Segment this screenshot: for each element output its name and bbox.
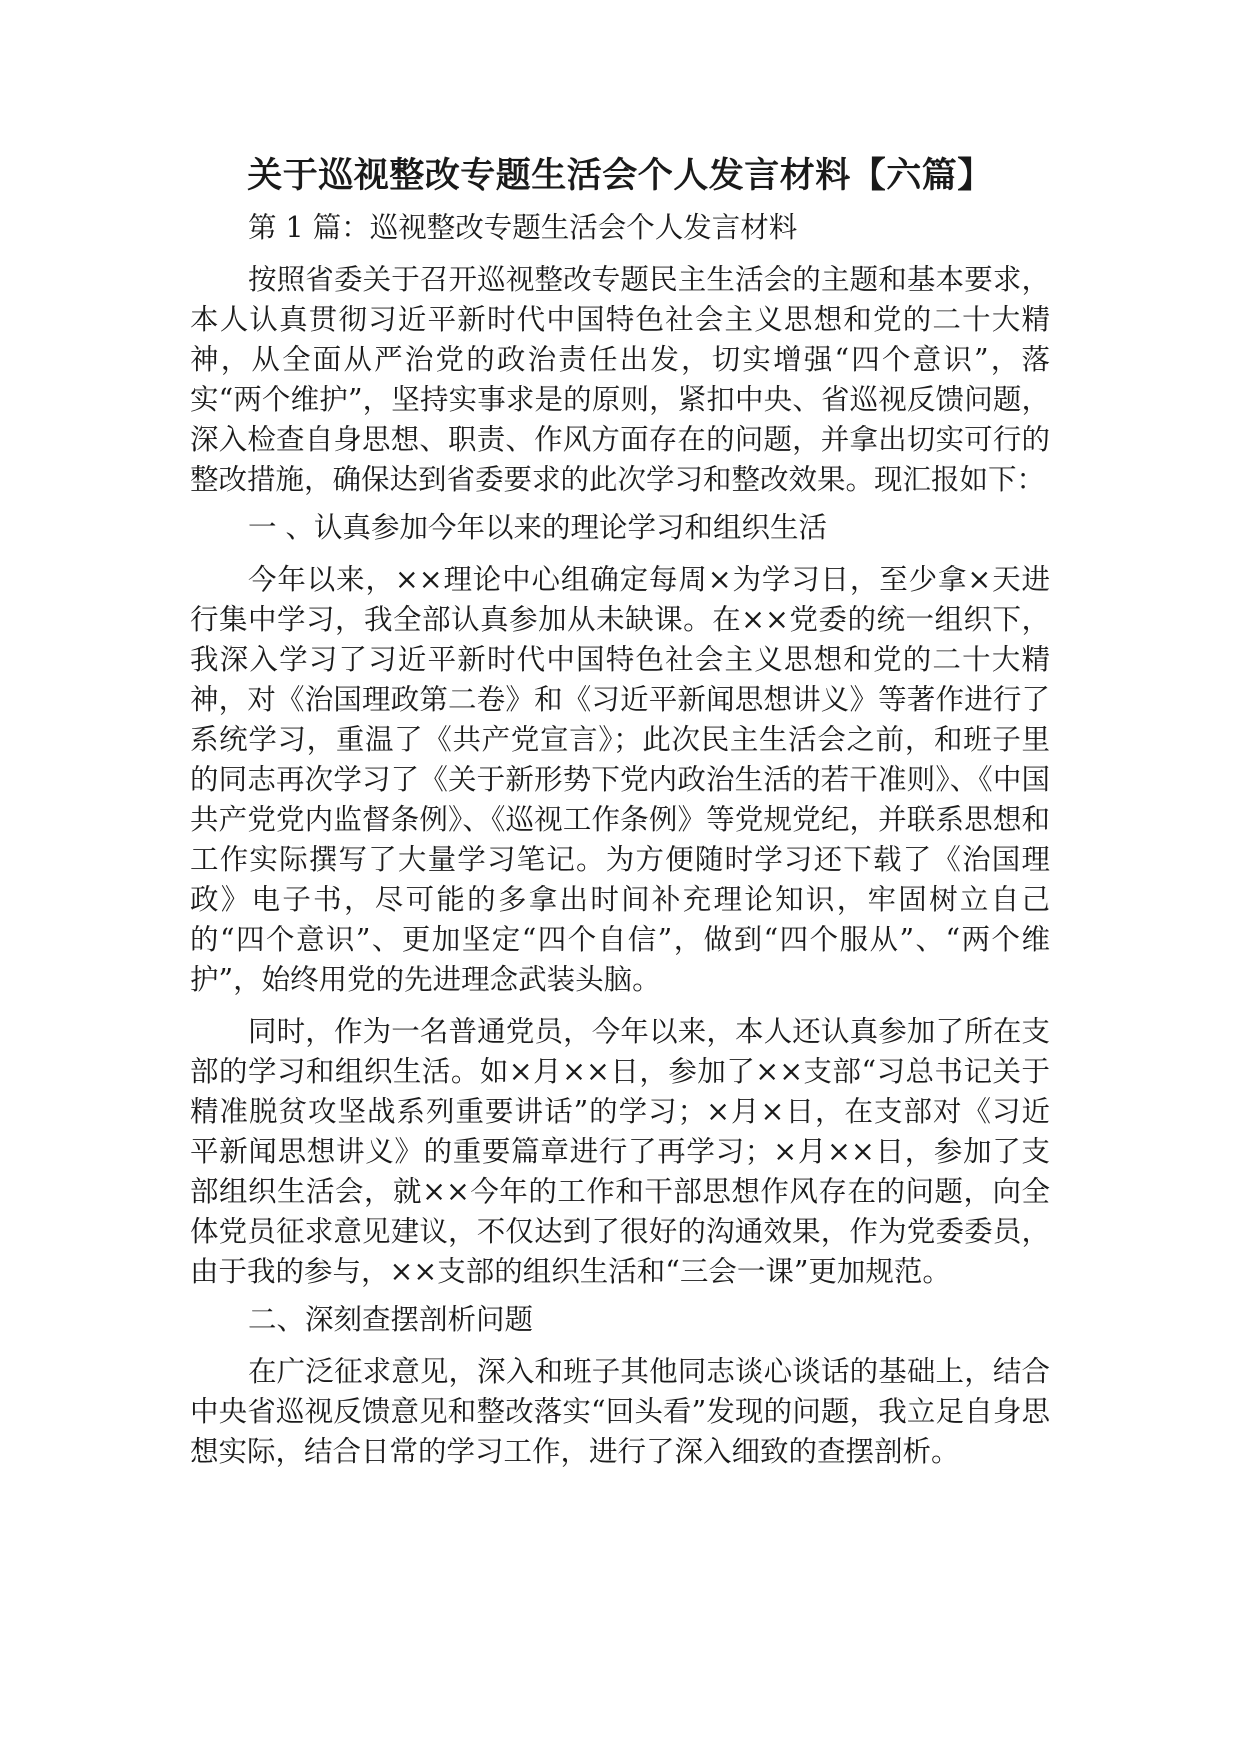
document-body [190,152,1050,1472]
section-1-paragraph-2: 同时，作为一名普通党员，今年以来，本人还认真参加了所在支部的学习和组织生活。如×月××日，参加了××支部“习总书记关于精准脱贫攻坚战系列重要讲话”的学习；×月×日，在支部对《习近平新闻思想讲义》的重要篇章进行了再学习；×月××日，参加了支部组织生活会，就××今年的工作和干部思想作风存在的问题，向全体党员征求意见建议，不仅达到了很好的沟通效果，作为党委委员，由于我的参与，××支部的组织生活和“三会一课”更加规范。 [190,1015,1050,1288]
document-title: 关于巡视整改专题生活会个人发言材料【六篇】 [247,156,993,196]
section-1-heading: 一 、认真参加今年以来的理论学习和组织生活 [248,511,828,544]
part-heading: 第 1 篇：巡视整改专题生活会个人发言材料 [248,211,798,244]
intro-paragraph: 按照省委关于召开巡视整改专题民主生活会的主题和基本要求，本人认真贯彻习近平新时代中国特色社会主义思想和党的二十大精神，从全面从严治党的政治责任出发，切实增强“四个意识”，落实“两个维护”，坚持实事求是的原则，紧扣中央、省巡视反馈问题，深入检查自身思想、职责、作风方面存在的问题，并拿出切实可行的整改措施，确保达到省委要求的此次学习和整改效果。现汇报如下： [190,263,1050,496]
section-2-heading: 二、深刻查摆剖析问题 [248,1303,534,1336]
section-2-paragraph-1: 在广泛征求意见，深入和班子其他同志谈心谈话的基础上，结合中央省巡视反馈意见和整改落实“回头看”发现的问题，我立足自身思想实际，结合日常的学习工作，进行了深入细致的查摆剖析。 [190,1355,1050,1468]
section-1-paragraph-1: 今年以来，××理论中心组确定每周×为学习日，至少拿×天进行集中学习，我全部认真参加从未缺课。在××党委的统一组织下，我深入学习了习近平新时代中国特色社会主义思想和党的二十大精神，对《治国理政第二卷》和《习近平新闻思想讲义》等著作进行了系统学习，重温了《共产党宣言》；此次民主生活会之前，和班子里的同志再次学习了《关于新形势下党内政治生活的若干准则》、《中国共产党党内监督条例》、《巡视工作条例》等党规党纪，并联系思想和工作实际撰写了大量学习笔记。为方便随时学习还下载了《治国理政》电子书，尽可能的多拿出时间补充理论知识，牢固树立自己的“四个意识”、更加坚定“四个自信”，做到“四个服从”、“两个维护”，始终用党的先进理念武装头脑。 [190,563,1050,996]
